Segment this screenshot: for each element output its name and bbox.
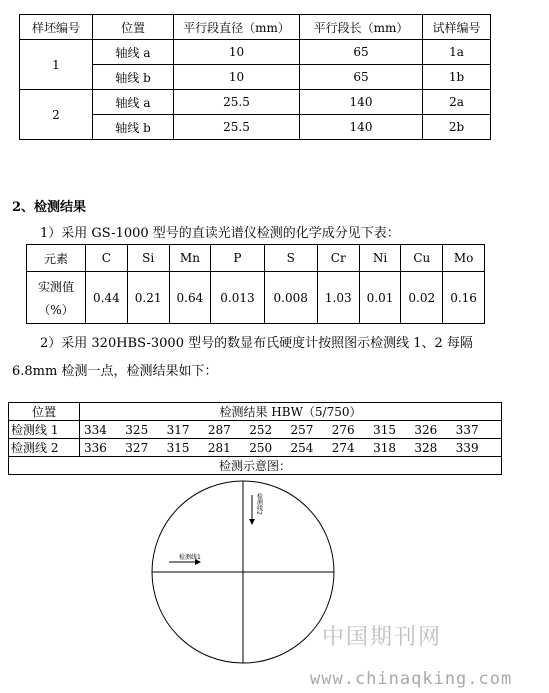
table-cell: 25.5 bbox=[174, 90, 300, 115]
values-line bbox=[80, 423, 501, 437]
hbw-value: 315 bbox=[373, 422, 396, 437]
table-cell: 65 bbox=[300, 65, 423, 90]
element-cell: Ni bbox=[359, 245, 401, 272]
group-id-cell: 2 bbox=[20, 90, 93, 140]
value-cell: 0.44 bbox=[86, 272, 128, 324]
header-cell: 元素 bbox=[27, 245, 86, 272]
header-cell: 样坯编号 bbox=[20, 15, 93, 40]
value-cell: 0.013 bbox=[211, 272, 264, 324]
table-row bbox=[27, 272, 485, 324]
table-header-row bbox=[27, 245, 485, 272]
section-title: 2、检测结果 bbox=[12, 200, 87, 215]
element-cell: Cu bbox=[401, 245, 443, 272]
table-cell: 轴线 a bbox=[93, 90, 174, 115]
value-cell: 0.64 bbox=[169, 272, 211, 324]
hbw-value: 334 bbox=[84, 422, 107, 437]
paragraph-line: 6.8mm 检测一点，检测结果如下： bbox=[12, 364, 218, 379]
element-cell: S bbox=[264, 245, 317, 272]
hbw-value: 318 bbox=[373, 440, 396, 455]
values-cell bbox=[80, 421, 502, 439]
value-label-cell bbox=[27, 272, 86, 324]
table-row bbox=[20, 90, 491, 115]
header-cell: 检测结果 HBW（5/750） bbox=[80, 403, 502, 421]
table-cell: 140 bbox=[300, 90, 423, 115]
table-cell: 1b bbox=[423, 65, 491, 90]
table-cell: 轴线 b bbox=[93, 115, 174, 140]
table-cell: 2b bbox=[423, 115, 491, 140]
value-cell: 1.03 bbox=[317, 272, 359, 324]
table-row bbox=[9, 439, 502, 457]
row-label: 检测线 1 bbox=[9, 421, 80, 439]
element-cell: Si bbox=[127, 245, 169, 272]
table-cell: 25.5 bbox=[174, 115, 300, 140]
hbw-value: 337 bbox=[455, 422, 479, 437]
watermark-en: www.chinaqking.com bbox=[310, 669, 513, 689]
value-cell: 0.02 bbox=[401, 272, 443, 324]
values-cell bbox=[80, 439, 502, 457]
element-cell: Cr bbox=[317, 245, 359, 272]
hbw-value: 281 bbox=[207, 440, 231, 455]
hbw-value: 317 bbox=[166, 422, 190, 437]
table-cell: 1a bbox=[423, 40, 491, 65]
value-cell: 0.21 bbox=[127, 272, 169, 324]
hbw-value: 328 bbox=[414, 440, 438, 455]
hbw-value: 257 bbox=[290, 422, 314, 437]
composition-table bbox=[26, 244, 485, 324]
header-cell: 平行段直径（mm） bbox=[174, 15, 300, 40]
element-cell: Mn bbox=[169, 245, 211, 272]
table-header-row bbox=[20, 15, 491, 40]
header-cell: 试样编号 bbox=[423, 15, 491, 40]
header-cell: 位置 bbox=[9, 403, 80, 421]
watermark-cn: 中国期刊网 bbox=[322, 625, 443, 650]
hbw-value: 336 bbox=[84, 440, 107, 455]
hbw-value: 250 bbox=[249, 440, 273, 455]
line1-label: 检测线1 bbox=[179, 554, 201, 561]
element-cell: P bbox=[211, 245, 264, 272]
table-row bbox=[9, 421, 502, 439]
group-id-cell: 1 bbox=[20, 40, 93, 90]
hbw-value: 325 bbox=[125, 422, 149, 437]
table-row bbox=[20, 40, 491, 65]
value-cell: 0.008 bbox=[264, 272, 317, 324]
header-cell: 位置 bbox=[93, 15, 174, 40]
value-unit: （%） bbox=[38, 302, 74, 317]
paragraph-line: 2）采用 320HBS-3000 型号的数显布氏硬度计按照图示检测线 1、2 每隔 bbox=[40, 336, 473, 351]
hbw-value: 287 bbox=[207, 422, 231, 437]
row-label: 检测线 2 bbox=[9, 439, 80, 457]
table-cell: 10 bbox=[174, 40, 300, 65]
line2-label: 检测线2 bbox=[255, 493, 263, 515]
hbw-value: 252 bbox=[249, 422, 273, 437]
paragraph-line: 1）采用 GS-1000 型号的直读光谱仪检测的化学成分见下表： bbox=[40, 226, 400, 241]
table-cell: 10 bbox=[174, 65, 300, 90]
hbw-value: 327 bbox=[125, 440, 149, 455]
value-cell: 0.01 bbox=[359, 272, 401, 324]
hbw-value: 339 bbox=[455, 440, 479, 455]
table-cell: 轴线 a bbox=[93, 40, 174, 65]
table-cell: 65 bbox=[300, 40, 423, 65]
hbw-value: 315 bbox=[166, 440, 190, 455]
hbw-value: 326 bbox=[414, 422, 438, 437]
table-header-row bbox=[9, 403, 502, 421]
value-label: 实测值 bbox=[37, 279, 74, 294]
diagram-title: 检测示意图： bbox=[218, 459, 291, 473]
hardness-table bbox=[8, 402, 502, 561]
diagram-cell bbox=[9, 457, 502, 561]
specimen-table bbox=[19, 14, 491, 140]
hardness-diagram bbox=[9, 473, 501, 685]
diagram-row bbox=[9, 457, 502, 475]
table-cell: 140 bbox=[300, 115, 423, 140]
header-cell: 平行段长（mm） bbox=[300, 15, 423, 40]
hbw-value: 274 bbox=[331, 440, 355, 455]
hbw-value: 276 bbox=[331, 422, 355, 437]
element-cell: Mo bbox=[443, 245, 485, 272]
line2-arrowhead-icon bbox=[249, 519, 255, 525]
table-cell: 2a bbox=[423, 90, 491, 115]
value-cell: 0.16 bbox=[443, 272, 485, 324]
element-cell: C bbox=[86, 245, 128, 272]
hbw-value: 254 bbox=[290, 440, 314, 455]
table-cell: 轴线 b bbox=[93, 65, 174, 90]
values-line bbox=[80, 441, 501, 455]
